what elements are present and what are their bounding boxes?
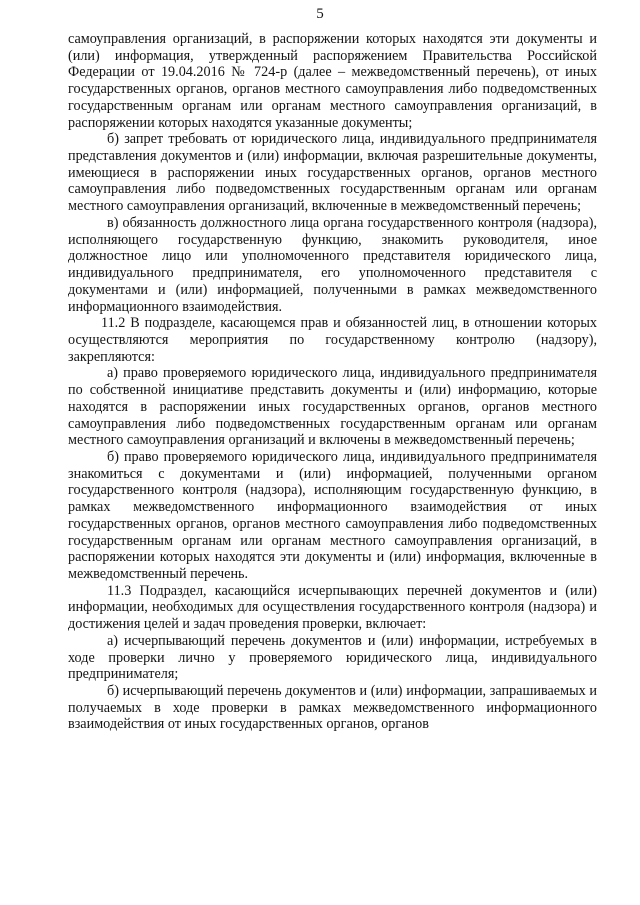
paragraph-item-b: б) исчерпывающий перечень документов и (или) информации, запрашиваемых и получаемых в ходе проверки в рамках межведомственного информационного взаимодействия от иных государственных органов, органов	[68, 683, 597, 733]
paragraph-item-b: б) право проверяемого юридического лица, индивидуального предпринимателя знакомиться с документами и (или) информацией, полученными органом государственного контроля (надзора), исполняющим государственную функцию, в рамках межведомственного информационного взаимодействия от иных государственных органов, органов местного самоуправления либо подведомственных государственным органам или органам местного самоуправления организаций, в распоряжении которых находятся эти документы и (или) информация, включенные в межведомственный перечень.	[68, 448, 597, 582]
paragraph-item-b: б) запрет требовать от юридического лица, индивидуального предпринимателя представления документов и (или) информации, включая разрешительные документы, имеющиеся в распоряжении иных государственных органов, органов местного самоуправления либо подведомственных государственным органам или органам местного самоуправления организаций, включенные в межведомственный перечень;	[68, 131, 597, 215]
paragraph-item-a: а) исчерпывающий перечень документов и (или) информации, истребуемых в ходе проверки лично у проверяемого юридического лица, индивидуального предпринимателя;	[68, 632, 597, 683]
paragraph-continuation: самоуправления организаций, в распоряжении которых находятся эти документы и (или) информация, утвержденный распоряжением Правительства Российской Федерации от 19.04.2016 № 724-р (далее – межведомственный перечень), от иных государственных органов, органов местного самоуправления либо подведомственных государственным органам или органам местного самоуправления организаций, в распоряжении которых находятся указанные документы;	[68, 31, 597, 131]
document-body	[68, 31, 597, 733]
paragraph-item-v: в) обязанность должностного лица органа государственного контроля (надзора), исполняющего государственную функцию, знакомить руководителя, иное должностное лицо или уполномоченного представителя юридического лица, индивидуального предпринимателя, его уполномоченного представителя с документами и (или) информацией, полученными в рамках межведомственного информационного взаимодействия.	[68, 214, 597, 315]
paragraph-section-11-2: 11.2 В подразделе, касающемся прав и обязанностей лиц, в отношении которых осуществляются мероприятия по государственному контролю (надзору), закрепляются:	[68, 315, 597, 365]
paragraph-item-a: а) право проверяемого юридического лица, индивидуального предпринимателя по собственной инициативе представить документы и (или) информацию, которые находятся в распоряжении иных государственных органов, органов местного самоуправления либо подведомственных государственным органам или органам местного самоуправления организаций и включены в межведомственный перечень;	[68, 365, 597, 449]
page-number: 5	[316, 6, 324, 22]
paragraph-section-11-3: 11.3 Подраздел, касающийся исчерпывающих перечней документов и (или) информации, необходимых для осуществления государственного контроля (надзора) и достижения целей и задач проведения проверки, включает:	[68, 582, 597, 633]
